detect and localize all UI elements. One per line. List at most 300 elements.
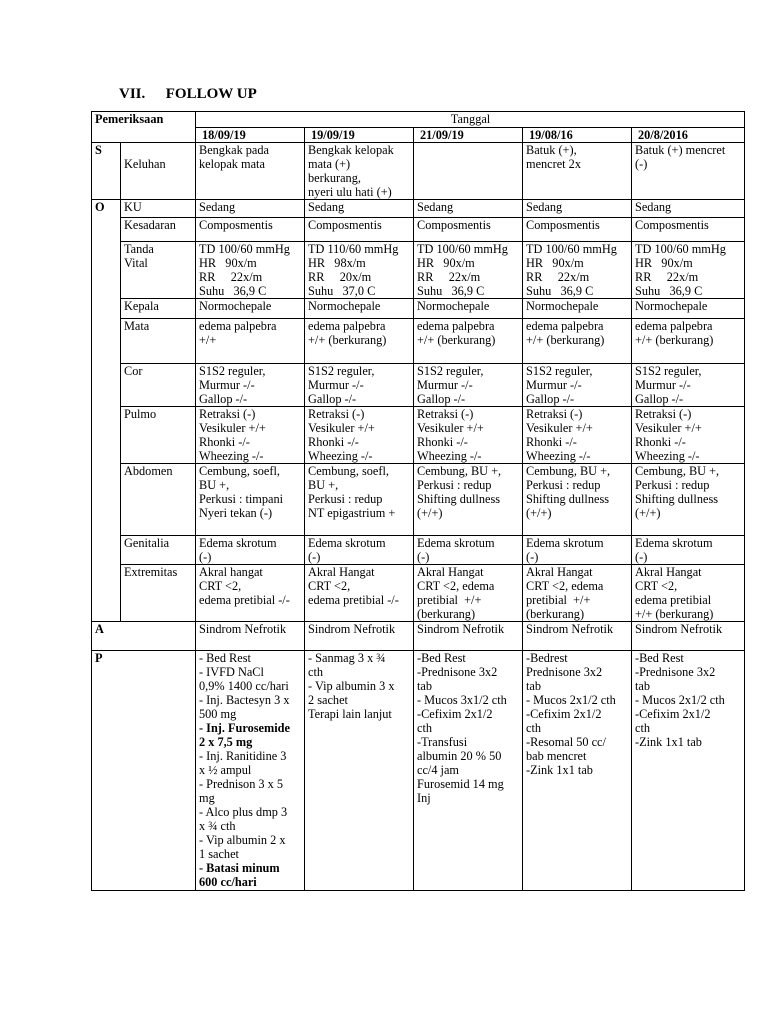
cell-line: -Bed Rest — [417, 651, 466, 665]
cell-line: - Batasi minum — [199, 861, 280, 875]
cell-line: Wheezing -/- — [199, 449, 264, 463]
cell-assessment-2 — [305, 622, 414, 651]
section-heading — [119, 86, 257, 103]
cell-line: (+/+) — [526, 506, 552, 520]
cell-line: Normochepale — [635, 299, 708, 313]
cell-keluhan-4 — [523, 143, 632, 200]
cell-line: -Prednisone 3x2 — [635, 665, 716, 679]
cell-line: Bengkak pada — [199, 143, 269, 157]
cell-line: Vesikuler +/+ — [308, 421, 375, 435]
cell-line: CRT <2, — [635, 579, 678, 593]
cell-line: Cembung, soefl, — [308, 464, 389, 478]
cell-line: Composmentis — [199, 218, 273, 232]
cell-line: (-) — [308, 550, 321, 564]
cell-tanda-vital-4 — [523, 242, 632, 299]
cell-line: Akral hangat — [199, 565, 263, 579]
date-2: 19/09/19 — [305, 128, 414, 143]
cell-line: Nyeri tekan (-) — [199, 506, 273, 520]
cell-line: Sedang — [526, 200, 563, 214]
cell-cor-4 — [523, 364, 632, 407]
cell-line: Shifting dullness — [635, 492, 719, 506]
cell-kesadaran-3 — [414, 218, 523, 242]
cell-line: edema palpebra — [308, 319, 386, 333]
cell-line: - Inj. Ranitidine 3 — [199, 749, 287, 763]
cell-line: Edema skrotum — [199, 536, 277, 550]
cell-line: NT epigastrium + — [308, 506, 396, 520]
cell-line: S1S2 reguler, — [308, 364, 375, 378]
date-4: 19/08/16 — [523, 128, 632, 143]
cell-line: Wheezing -/- — [417, 449, 482, 463]
date-5: 20/8/2016 — [632, 128, 745, 143]
cell-line: S1S2 reguler, — [417, 364, 484, 378]
cell-line: - Inj. Bactesyn 3 x — [199, 693, 290, 707]
cell-line: S1S2 reguler, — [199, 364, 266, 378]
follow-up-table — [91, 111, 745, 891]
cell-line: - IVFD NaCl — [199, 665, 264, 679]
row-genitalia — [92, 536, 745, 565]
cell-line: - Inj. Furosemide — [199, 721, 290, 735]
cell-line: x ¾ cth — [199, 819, 236, 833]
cell-mata-4 — [523, 319, 632, 364]
cell-line: Sindrom Nefrotik — [417, 622, 505, 636]
cell-line: -Bed Rest — [635, 651, 684, 665]
cell-line: Perkusi : redup — [308, 492, 383, 506]
cell-line: Retraksi (-) — [635, 407, 692, 421]
row-label: Keluhan — [121, 143, 196, 200]
cell-abdomen-2 — [305, 464, 414, 536]
cell-line: Akral Hangat — [526, 565, 593, 579]
cell-line: HR 90x/m — [635, 256, 693, 270]
cell-line: - Bed Rest — [199, 651, 251, 665]
cell-line: (-) — [635, 550, 648, 564]
cell-line: Rhonki -/- — [635, 435, 686, 449]
cell-ku-3 — [414, 200, 523, 218]
cell-line: Perkusi : redup — [635, 478, 710, 492]
section-o: O — [92, 200, 121, 622]
date-3: 21/09/19 — [414, 128, 523, 143]
cell-line: RR 20x/m — [308, 270, 372, 284]
cell-line: Sedang — [635, 200, 672, 214]
row-label — [121, 242, 196, 299]
row-extremitas — [92, 565, 745, 622]
cell-line: -Cefixim 2x1/2 — [635, 707, 711, 721]
cell-pulmo-2 — [305, 407, 414, 464]
cell-line: Wheezing -/- — [308, 449, 373, 463]
cell-line: Sindrom Nefrotik — [199, 622, 287, 636]
cell-line: Suhu 36,9 C — [526, 284, 594, 298]
cell-line: Retraksi (-) — [417, 407, 474, 421]
row-tanda-vital — [92, 242, 745, 299]
cell-pulmo-1 — [196, 407, 305, 464]
cell-line: Perkusi : redup — [526, 478, 601, 492]
cell-line: Gallop -/- — [417, 392, 466, 406]
cell-line: cth — [417, 721, 433, 735]
cell-line: Retraksi (-) — [526, 407, 583, 421]
row-label: Abdomen — [121, 464, 196, 536]
cell-line: Wheezing -/- — [526, 449, 591, 463]
cell-abdomen-1 — [196, 464, 305, 536]
cell-line: (-) — [635, 157, 648, 171]
cell-line: Tanda — [124, 242, 154, 256]
cell-line: 0,9% 1400 cc/hari — [199, 679, 289, 693]
cell-plan-3 — [414, 651, 523, 891]
row-label: Extremitas — [121, 565, 196, 622]
cell-line: pretibial +/+ — [526, 593, 591, 607]
row-ku — [92, 200, 745, 218]
cell-kesadaran-5 — [632, 218, 745, 242]
cell-genitalia-3 — [414, 536, 523, 565]
row-label: Kepala — [121, 299, 196, 319]
cell-line: edema palpebra — [635, 319, 713, 333]
cell-kepala-4 — [523, 299, 632, 319]
cell-tanda-vital-1 — [196, 242, 305, 299]
cell-line: Akral Hangat — [417, 565, 484, 579]
cell-line: TD 100/60 mmHg — [199, 242, 290, 256]
cell-genitalia-5 — [632, 536, 745, 565]
row-label: Cor — [121, 364, 196, 407]
cell-line: Edema skrotum — [417, 536, 495, 550]
cell-line: Sindrom Nefrotik — [635, 622, 723, 636]
cell-line: Sedang — [308, 200, 345, 214]
cell-keluhan-5 — [632, 143, 745, 200]
cell-line: Vital — [124, 256, 148, 270]
cell-line: albumin 20 % 50 — [417, 749, 502, 763]
cell-assessment-5 — [632, 622, 745, 651]
cell-line: Perkusi : redup — [417, 478, 492, 492]
cell-line: Vesikuler +/+ — [526, 421, 593, 435]
cell-line: -Transfusi — [417, 735, 468, 749]
cell-line: Perkusi : timpani — [199, 492, 284, 506]
cell-line: edema pretibial — [635, 593, 712, 607]
cell-extremitas-1 — [196, 565, 305, 622]
cell-cor-3 — [414, 364, 523, 407]
cell-line: - Mucos 2x1/2 cth — [635, 693, 725, 707]
cell-line: Akral Hangat — [308, 565, 375, 579]
cell-line: -Resomal 50 cc/ — [526, 735, 606, 749]
row-label — [121, 651, 196, 891]
cell-line: Prednisone 3x2 — [526, 665, 603, 679]
cell-line: Murmur -/- — [526, 378, 582, 392]
cell-line: TD 110/60 mmHg — [308, 242, 399, 256]
cell-line: +/+ (berkurang) — [526, 333, 605, 347]
cell-line: 2 x 7,5 mg — [199, 735, 253, 749]
cell-line: Vesikuler +/+ — [635, 421, 702, 435]
cell-cor-5 — [632, 364, 745, 407]
cell-extremitas-4 — [523, 565, 632, 622]
cell-assessment-4 — [523, 622, 632, 651]
cell-line: Akral Hangat — [635, 565, 702, 579]
cell-line: HR 90x/m — [526, 256, 584, 270]
cell-line: Sindrom Nefrotik — [526, 622, 614, 636]
cell-plan-2 — [305, 651, 414, 891]
cell-line: Edema skrotum — [526, 536, 604, 550]
cell-line: berkurang, — [308, 171, 361, 185]
cell-line: Edema skrotum — [308, 536, 386, 550]
cell-line: edema pretibial -/- — [308, 593, 399, 607]
row-mata — [92, 319, 745, 364]
cell-line: Shifting dullness — [417, 492, 501, 506]
cell-line: BU +, — [199, 478, 230, 492]
cell-line: Edema skrotum — [635, 536, 713, 550]
cell-line: Normochepale — [308, 299, 381, 313]
cell-line: -Zink 1x1 tab — [526, 763, 593, 777]
cell-line: - Vip albumin 2 x — [199, 833, 286, 847]
cell-tanda-vital-2 — [305, 242, 414, 299]
cell-line: (berkurang) — [417, 607, 476, 621]
cell-line: Batuk (+) mencret — [635, 143, 726, 157]
section-title: FOLLOW UP — [165, 86, 257, 102]
cell-mata-2 — [305, 319, 414, 364]
header-row — [92, 112, 745, 128]
cell-extremitas-2 — [305, 565, 414, 622]
cell-line: Retraksi (-) — [199, 407, 256, 421]
cell-line: RR 22x/m — [526, 270, 590, 284]
cell-line: CRT <2, edema — [417, 579, 495, 593]
cell-keluhan-1 — [196, 143, 305, 200]
cell-pulmo-3 — [414, 407, 523, 464]
cell-keluhan-3 — [414, 143, 523, 200]
cell-line: S1S2 reguler, — [635, 364, 702, 378]
cell-line: kelopak mata — [199, 157, 265, 171]
cell-line: Retraksi (-) — [308, 407, 365, 421]
cell-line: Cembung, BU +, — [526, 464, 611, 478]
cell-line: Gallop -/- — [526, 392, 575, 406]
cell-line: RR 22x/m — [199, 270, 263, 284]
row-kesadaran — [92, 218, 745, 242]
cell-plan-4 — [523, 651, 632, 891]
cell-line: tab — [526, 679, 542, 693]
cell-assessment-1 — [196, 622, 305, 651]
cell-line: Murmur -/- — [635, 378, 691, 392]
cell-plan-5 — [632, 651, 745, 891]
cell-line: Sedang — [199, 200, 236, 214]
cell-line: Suhu 36,9 C — [199, 284, 267, 298]
cell-tanda-vital-3 — [414, 242, 523, 299]
cell-mata-3 — [414, 319, 523, 364]
cell-line: -Zink 1x1 tab — [635, 735, 702, 749]
cell-line: 1 sachet — [199, 847, 239, 861]
cell-line: CRT <2, — [308, 579, 351, 593]
cell-line: +/+ (berkurang) — [635, 607, 714, 621]
cell-extremitas-5 — [632, 565, 745, 622]
cell-line: cth — [308, 665, 324, 679]
cell-tanda-vital-5 — [632, 242, 745, 299]
cell-line: -Prednisone 3x2 — [417, 665, 498, 679]
section-number: VII. — [119, 86, 146, 102]
cell-line: cc/4 jam — [417, 763, 459, 777]
cell-mata-1 — [196, 319, 305, 364]
cell-kesadaran-1 — [196, 218, 305, 242]
cell-abdomen-4 — [523, 464, 632, 536]
cell-line: Murmur -/- — [308, 378, 364, 392]
cell-line: - Mucos 2x1/2 cth — [526, 693, 616, 707]
cell-line: Gallop -/- — [635, 392, 684, 406]
cell-line: RR 22x/m — [417, 270, 481, 284]
cell-line: - Sanmag 3 x ¾ — [308, 651, 386, 665]
cell-line: TD 100/60 mmHg — [526, 242, 617, 256]
cell-line: S1S2 reguler, — [526, 364, 593, 378]
cell-line: Normochepale — [526, 299, 599, 313]
cell-line: Rhonki -/- — [199, 435, 250, 449]
row-pulmo — [92, 407, 745, 464]
cell-line: +/+ — [199, 333, 217, 347]
cell-line: RR 22x/m — [635, 270, 699, 284]
section-p: P — [92, 651, 121, 891]
cell-line: (berkurang) — [526, 607, 585, 621]
date-1: 18/09/19 — [196, 128, 305, 143]
cell-line: HR 98x/m — [308, 256, 366, 270]
row-keluhan — [92, 143, 745, 200]
cell-line: tab — [635, 679, 651, 693]
cell-line: Sedang — [417, 200, 454, 214]
cell-ku-1 — [196, 200, 305, 218]
cell-line: 600 cc/hari — [199, 875, 257, 889]
cell-line: Suhu 36,9 C — [417, 284, 485, 298]
cell-extremitas-3 — [414, 565, 523, 622]
tanggal-header: Tanggal — [196, 112, 745, 128]
cell-genitalia-2 — [305, 536, 414, 565]
cell-line: Normochepale — [199, 299, 272, 313]
cell-line: CRT <2, edema — [526, 579, 604, 593]
cell-line: HR 90x/m — [417, 256, 475, 270]
cell-line: (-) — [199, 550, 212, 564]
cell-line: cth — [635, 721, 651, 735]
cell-pulmo-4 — [523, 407, 632, 464]
section-a: A — [92, 622, 121, 651]
cell-line: edema pretibial -/- — [199, 593, 290, 607]
row-kepala — [92, 299, 745, 319]
row-label: KU — [121, 200, 196, 218]
cell-ku-2 — [305, 200, 414, 218]
cell-line: bab mencret — [526, 749, 587, 763]
cell-kepala-2 — [305, 299, 414, 319]
cell-line: 500 mg — [199, 707, 237, 721]
cell-cor-2 — [305, 364, 414, 407]
cell-pulmo-5 — [632, 407, 745, 464]
cell-line: x ½ ampul — [199, 763, 252, 777]
cell-line: Composmentis — [635, 218, 709, 232]
cell-ku-4 — [523, 200, 632, 218]
cell-line: Terapi lain lanjut — [308, 707, 392, 721]
cell-kepala-5 — [632, 299, 745, 319]
cell-line: Vesikuler +/+ — [417, 421, 484, 435]
cell-line: Rhonki -/- — [308, 435, 359, 449]
cell-line: mencret 2x — [526, 157, 581, 171]
cell-line: - Prednison 3 x 5 — [199, 777, 284, 791]
cell-line: Cembung, soefl, — [199, 464, 280, 478]
cell-line: Composmentis — [526, 218, 600, 232]
row-abdomen — [92, 464, 745, 536]
cell-line: -Cefixim 2x1/2 — [526, 707, 602, 721]
cell-line: (+/+) — [417, 506, 443, 520]
cell-line: Shifting dullness — [526, 492, 610, 506]
cell-line: 2 sachet — [308, 693, 348, 707]
cell-line: tab — [417, 679, 433, 693]
cell-line: (+/+) — [635, 506, 661, 520]
cell-line: (-) — [417, 550, 430, 564]
cell-line: Composmentis — [417, 218, 491, 232]
cell-line: BU +, — [308, 478, 339, 492]
cell-line: mata (+) — [308, 157, 351, 171]
row-plan — [92, 651, 745, 891]
cell-line: - Mucos 3x1/2 cth — [417, 693, 507, 707]
cell-kesadaran-2 — [305, 218, 414, 242]
cell-line: Gallop -/- — [199, 392, 248, 406]
cell-mata-5 — [632, 319, 745, 364]
cell-line: -Cefixim 2x1/2 — [417, 707, 493, 721]
cell-line: Vesikuler +/+ — [199, 421, 266, 435]
cell-line: -Bedrest — [526, 651, 568, 665]
cell-line: Normochepale — [417, 299, 490, 313]
cell-line: Suhu 36,9 C — [635, 284, 703, 298]
cell-assessment-3 — [414, 622, 523, 651]
cell-genitalia-1 — [196, 536, 305, 565]
cell-line: +/+ (berkurang) — [635, 333, 714, 347]
cell-line: CRT <2, — [199, 579, 242, 593]
cell-line: nyeri ulu hati (+) — [308, 185, 392, 199]
cell-line: (-) — [526, 550, 539, 564]
cell-line: Rhonki -/- — [526, 435, 577, 449]
row-label — [121, 622, 196, 651]
cell-line: Cembung, BU +, — [635, 464, 720, 478]
cell-genitalia-4 — [523, 536, 632, 565]
cell-line: Inj — [417, 791, 431, 805]
cell-line: TD 100/60 mmHg — [635, 242, 726, 256]
cell-kepala-3 — [414, 299, 523, 319]
cell-line: edema palpebra — [526, 319, 604, 333]
cell-line: Murmur -/- — [417, 378, 473, 392]
cell-line: HR 90x/m — [199, 256, 257, 270]
row-label: Mata — [121, 319, 196, 364]
cell-cor-1 — [196, 364, 305, 407]
cell-abdomen-3 — [414, 464, 523, 536]
cell-kepala-1 — [196, 299, 305, 319]
cell-line: edema palpebra — [417, 319, 495, 333]
cell-kesadaran-4 — [523, 218, 632, 242]
cell-ku-5 — [632, 200, 745, 218]
cell-abdomen-5 — [632, 464, 745, 536]
cell-line: cth — [526, 721, 542, 735]
pemeriksaan-header: Pemeriksaan — [92, 112, 196, 143]
cell-line: TD 100/60 mmHg — [417, 242, 508, 256]
cell-line: Murmur -/- — [199, 378, 255, 392]
cell-line: Sindrom Nefrotik — [308, 622, 396, 636]
row-label: Genitalia — [121, 536, 196, 565]
cell-line: Rhonki -/- — [417, 435, 468, 449]
cell-keluhan-2 — [305, 143, 414, 200]
cell-plan-1 — [196, 651, 305, 891]
row-cor — [92, 364, 745, 407]
cell-line: +/+ (berkurang) — [308, 333, 387, 347]
cell-line: Gallop -/- — [308, 392, 357, 406]
section-s: S — [92, 143, 121, 200]
row-label: Pulmo — [121, 407, 196, 464]
row-assessment — [92, 622, 745, 651]
cell-line: Furosemid 14 mg — [417, 777, 504, 791]
cell-line: Suhu 37,0 C — [308, 284, 376, 298]
cell-line: pretibial +/+ — [417, 593, 482, 607]
cell-line: - Alco plus dmp 3 — [199, 805, 288, 819]
cell-line: Cembung, BU +, — [417, 464, 502, 478]
cell-line: Batuk (+), — [526, 143, 577, 157]
cell-line: - Vip albumin 3 x — [308, 679, 395, 693]
cell-line: Wheezing -/- — [635, 449, 700, 463]
cell-line: +/+ (berkurang) — [417, 333, 496, 347]
row-label: Kesadaran — [121, 218, 196, 242]
cell-line: Composmentis — [308, 218, 382, 232]
cell-line: Bengkak kelopak — [308, 143, 394, 157]
cell-line: mg — [199, 791, 215, 805]
